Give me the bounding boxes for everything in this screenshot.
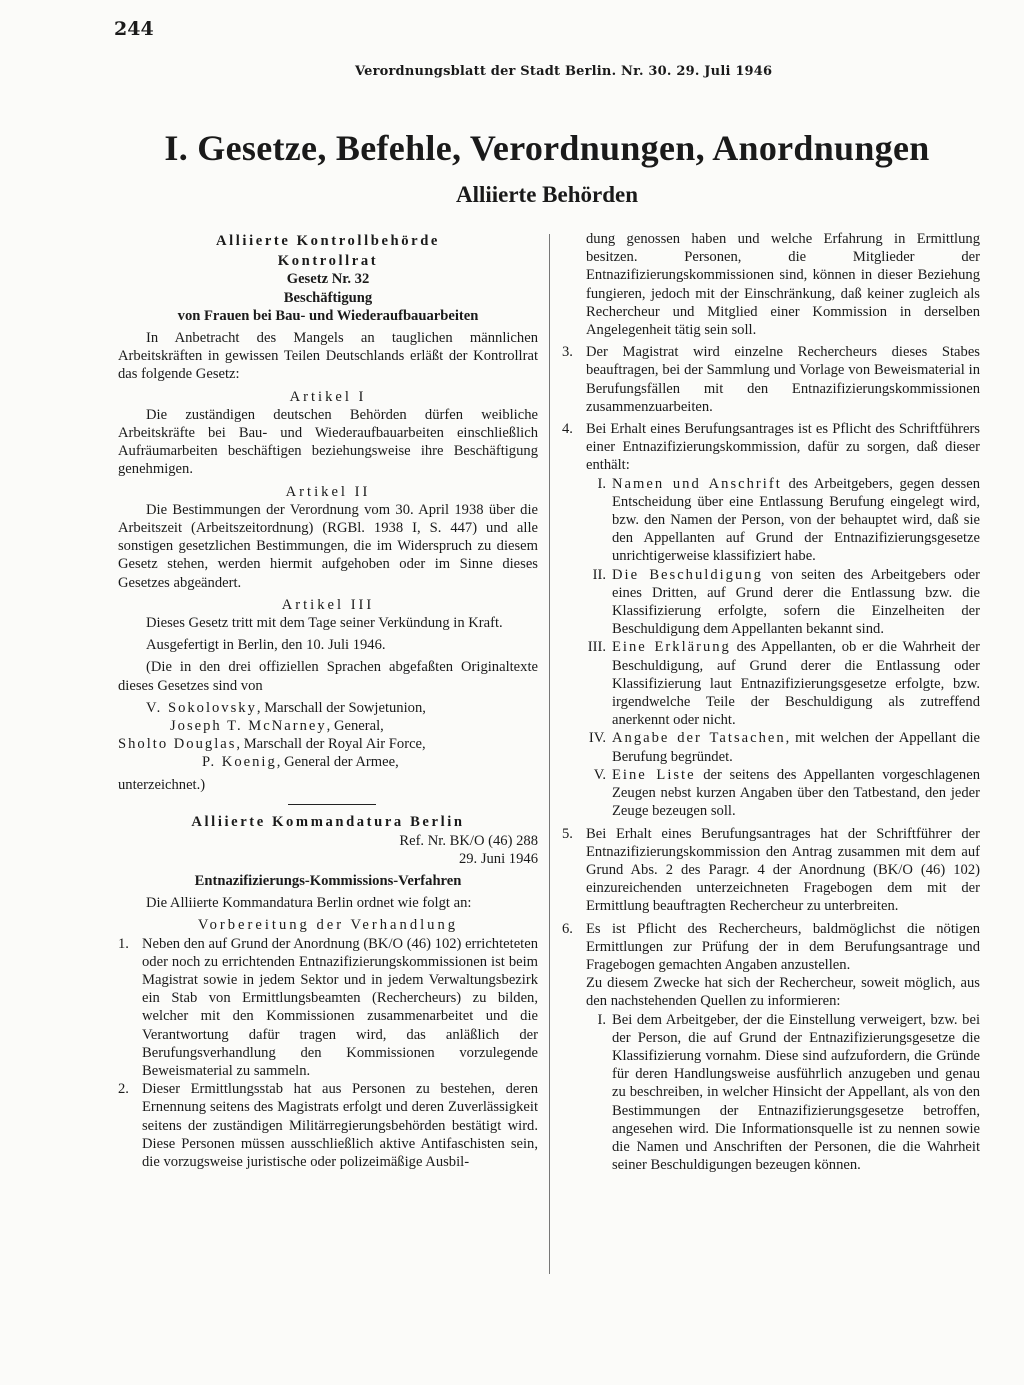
signatory-2: Joseph T. McNarney, General, — [170, 718, 384, 735]
running-head: Verordnungsblatt der Stadt Berlin. Nr. 30. 29. Juli 1946 — [355, 64, 773, 79]
article-2-heading: Artikel II — [285, 483, 371, 500]
languages-note: (Die in den drei offiziellen Sprachen abgefaßten Originaltexte dieses Gesetzes sind von — [118, 659, 538, 694]
article-1-heading: Artikel I — [289, 388, 367, 405]
sub-item: V. Eine Liste der seitens des Appellanten vorgeschlagenen Zeugen nebst kurzen Angaben über den Tatbestand, den jeder Zeuge bezeugen soll. — [593, 766, 980, 820]
page-number: 244 — [114, 18, 154, 40]
list-item: 4. Bei Erhalt eines Berufungsantrages ist es Pflicht des Schriftführers einer Entnazifizierungskommission, dafür zu sorgen, daß dieser enthält: — [562, 421, 980, 474]
procedure-title: Entnazifizierungs-Kommissions-Verfahren — [194, 873, 462, 889]
reference-date: 29. Juni 1946 — [458, 850, 538, 867]
done-at: Ausgefertigt in Berlin, den 10. Juli 1946. — [146, 637, 386, 654]
signatory-3: Sholto Douglas, Marschall der Royal Air Force, — [118, 736, 426, 753]
list-item: 6. Es ist Pflicht des Rechercheurs, baldmöglichst die nötigen Ermittlungen zur Prüfung der in dem Berufungsantrage und Fragebogen gemachten Angaben anzustellen. — [562, 920, 980, 973]
article-2-text: Die Bestimmungen der Verordnung vom 30. April 1938 über die Arbeitszeit (Arbeitszeitordnung) (RGBl. 1938 I, S. 447) und alle sonstigen gesetzlichen Bestimmungen, die im Widerspruch zu diesem Gesetz stehen, werden hiermit aufgehoben oder im Sinne dieses Gesetzes abgeändert. — [118, 501, 538, 591]
sub-item: III. Eine Erklärung des Appellanten, ob er die Wahrheit der Beschuldigung, auf Grund derer die Entlassung oder Klassifizierung laut Entnazifizierungsgesetze erfolgte, bzw. irgendwelche Teile der Beschuldigung als zutreffend anerkennt oder nicht. — [587, 639, 980, 729]
council-heading: Kontrollrat — [277, 253, 379, 270]
signatory-4: P. Koenig, General der Armee, — [202, 754, 399, 771]
signatory-1: V. Sokolovsky, Marschall der Sowjetunion, — [146, 699, 426, 716]
column-divider — [549, 234, 550, 1274]
authority-heading: Alliierte Kontrollbehörde — [215, 233, 441, 249]
sub-item: I. Bei dem Arbeitgeber, der die Einstellung verweigert, bzw. bei der Person, die auf Grund der Entnazifizierungsgesetze die Klassifizierung vornahm. Diese sind aufzufordern, die Gründe für deren Handlungsweise ausführlich anzugeben und genau zu beschreiben, in welcher Hinsicht der Appellant, als von den Bestimmungen der Entnazifizierungsgesetze betroffen, angesehen wird. Die Informationsquelle ist zu nennen sowie die Namen und Anschriften der Personen, die die Wahrheit seiner Beschuldigungen bezeugen können. — [597, 1011, 980, 1174]
law-number: Gesetz Nr. 32 — [286, 271, 370, 288]
sub-item: IV. Angabe der Tatsachen, mit welchen der Appellant die Berufung begründet. — [588, 730, 980, 765]
right-column — [562, 230, 980, 1174]
kommandatura-heading: Alliierte Kommandatura Berlin — [191, 814, 465, 831]
sub-item: II. Die Beschuldigung von seiten des Arbeitgebers oder eines Dritten, auf Grund derer die Entlassung bzw. die Klassifizierung erfolgte, sofern die Einzelheiten der Beschuldigung dem Appellanten bekannt sind. — [592, 566, 980, 638]
main-title: I. Gesetze, Befehle, Verordnungen, Anordnungen — [164, 128, 930, 168]
article-3-heading: Artikel III — [281, 596, 375, 613]
article-1-text: Die zuständigen deutschen Behörden dürfen weibliche Arbeitskräfte bei Bau- und Wiederaufbauarbeiten einschließlich Aufräumarbeiten beschäftigen beziehungsweise ihre Beschäftigung genehmigen. — [118, 406, 538, 478]
list-item: 2. Dieser Ermittlungsstab hat aus Personen zu bestehen, deren Ernennung seitens des Magistrats erfolgt und deren Zuverlässigkeit seitens der zuständigen Militärregierungsbehörden bestätigt wird. Diese Personen müssen ausschließlich aktive Antifaschisten sein, die vorzugsweise juristische oder polizeimäßige Ausbil- — [118, 1081, 538, 1171]
preparation-heading: Vorbereitung der Verhandlung — [197, 917, 459, 934]
sub-item: I. Namen und Anschrift des Arbeitgebers, gegen dessen Entscheidung über eine Entlassung Berufung eingelegt wird, bzw. den Namen der Person, von der behauptet wird, daß sie den Appellanten auf Grund der Entnazifizierungsgesetze unrichtigerweise klassifiziert habe. — [597, 475, 980, 565]
subtitle: Alliierte Behörden — [455, 182, 639, 207]
list-item: 3. Der Magistrat wird einzelne Rechercheurs dieses Stabes beauftragen, bei der Sammlung und Vorlage von Beweismaterial in Berufungsfällen mit den Entnazifizierungskommissionen zusammenzuarbeiten. — [562, 344, 980, 415]
order-intro: Die Alliierte Kommandatura Berlin ordnet wie folgt an: — [146, 895, 472, 912]
law-title-line2: von Frauen bei Bau- und Wiederaufbauarbeiten — [177, 307, 479, 324]
signed-note: unterzeichnet.) — [118, 776, 206, 793]
item-6-continued: Zu diesem Zwecke hat sich der Rechercheur, soweit möglich, aus den nachstehenden Quellen zu informieren: — [586, 975, 980, 1010]
left-column — [118, 230, 538, 1171]
article-3-text: Dieses Gesetz tritt mit dem Tage seiner Verkündung in Kraft. — [146, 615, 503, 632]
preamble: In Anbetracht des Mangels an tauglichen männlichen Arbeitskräften in gewissen Teilen Deutschlands erläßt der Kontrollrat das folgende Gesetz: — [118, 330, 538, 383]
law-title-line1: Beschäftigung — [283, 289, 373, 306]
list-item: 5. Bei Erhalt eines Berufungsantrages hat der Schriftführer der Entnazifizierungskommission den Antrag zusammen mit dem auf Grund Abs. 2 des Paragr. 4 der Anordnung (BK/O (46) 102) einzureichenden unterzeichneten Fragebogen dem mit der Ermittlung beauftragten Rechercheur zu unterbreiten. — [562, 825, 980, 915]
item-2-continued: dung genossen haben und welche Erfahrung in Ermittlung besitzen. Personen, die Mitglieder der Entnazifizierungskommissionen sind, können in dieser Beziehung fungieren, jedoch mit der Einschränkung, daß keiner zugleich als Rechercheur und Mitglied einer Kommission in derselben Angelegenheit tätig sein soll. — [586, 231, 980, 339]
section-separator — [288, 804, 376, 806]
reference-number: Ref. Nr. BK/O (46) 288 — [399, 832, 538, 849]
list-item: 1. Neben den auf Grund der Anordnung (BK/O (46) 102) errichteteten oder noch zu errichtenden Entnazifizierungskommissionen ist beim Magistrat sowie in jedem Sektor und in jedem Verwaltungsbezirk ein Stab von Ermittlungsbeamten (Rechercheurs) zu bilden, welcher mit den Kommissionen zusammenarbeitet und die Verantwortung dafür tragen wird, das anläßlich der Berufungsverhandlung den Kommissionen vorzulegende Beweismaterial zu sammeln. — [118, 935, 538, 1080]
